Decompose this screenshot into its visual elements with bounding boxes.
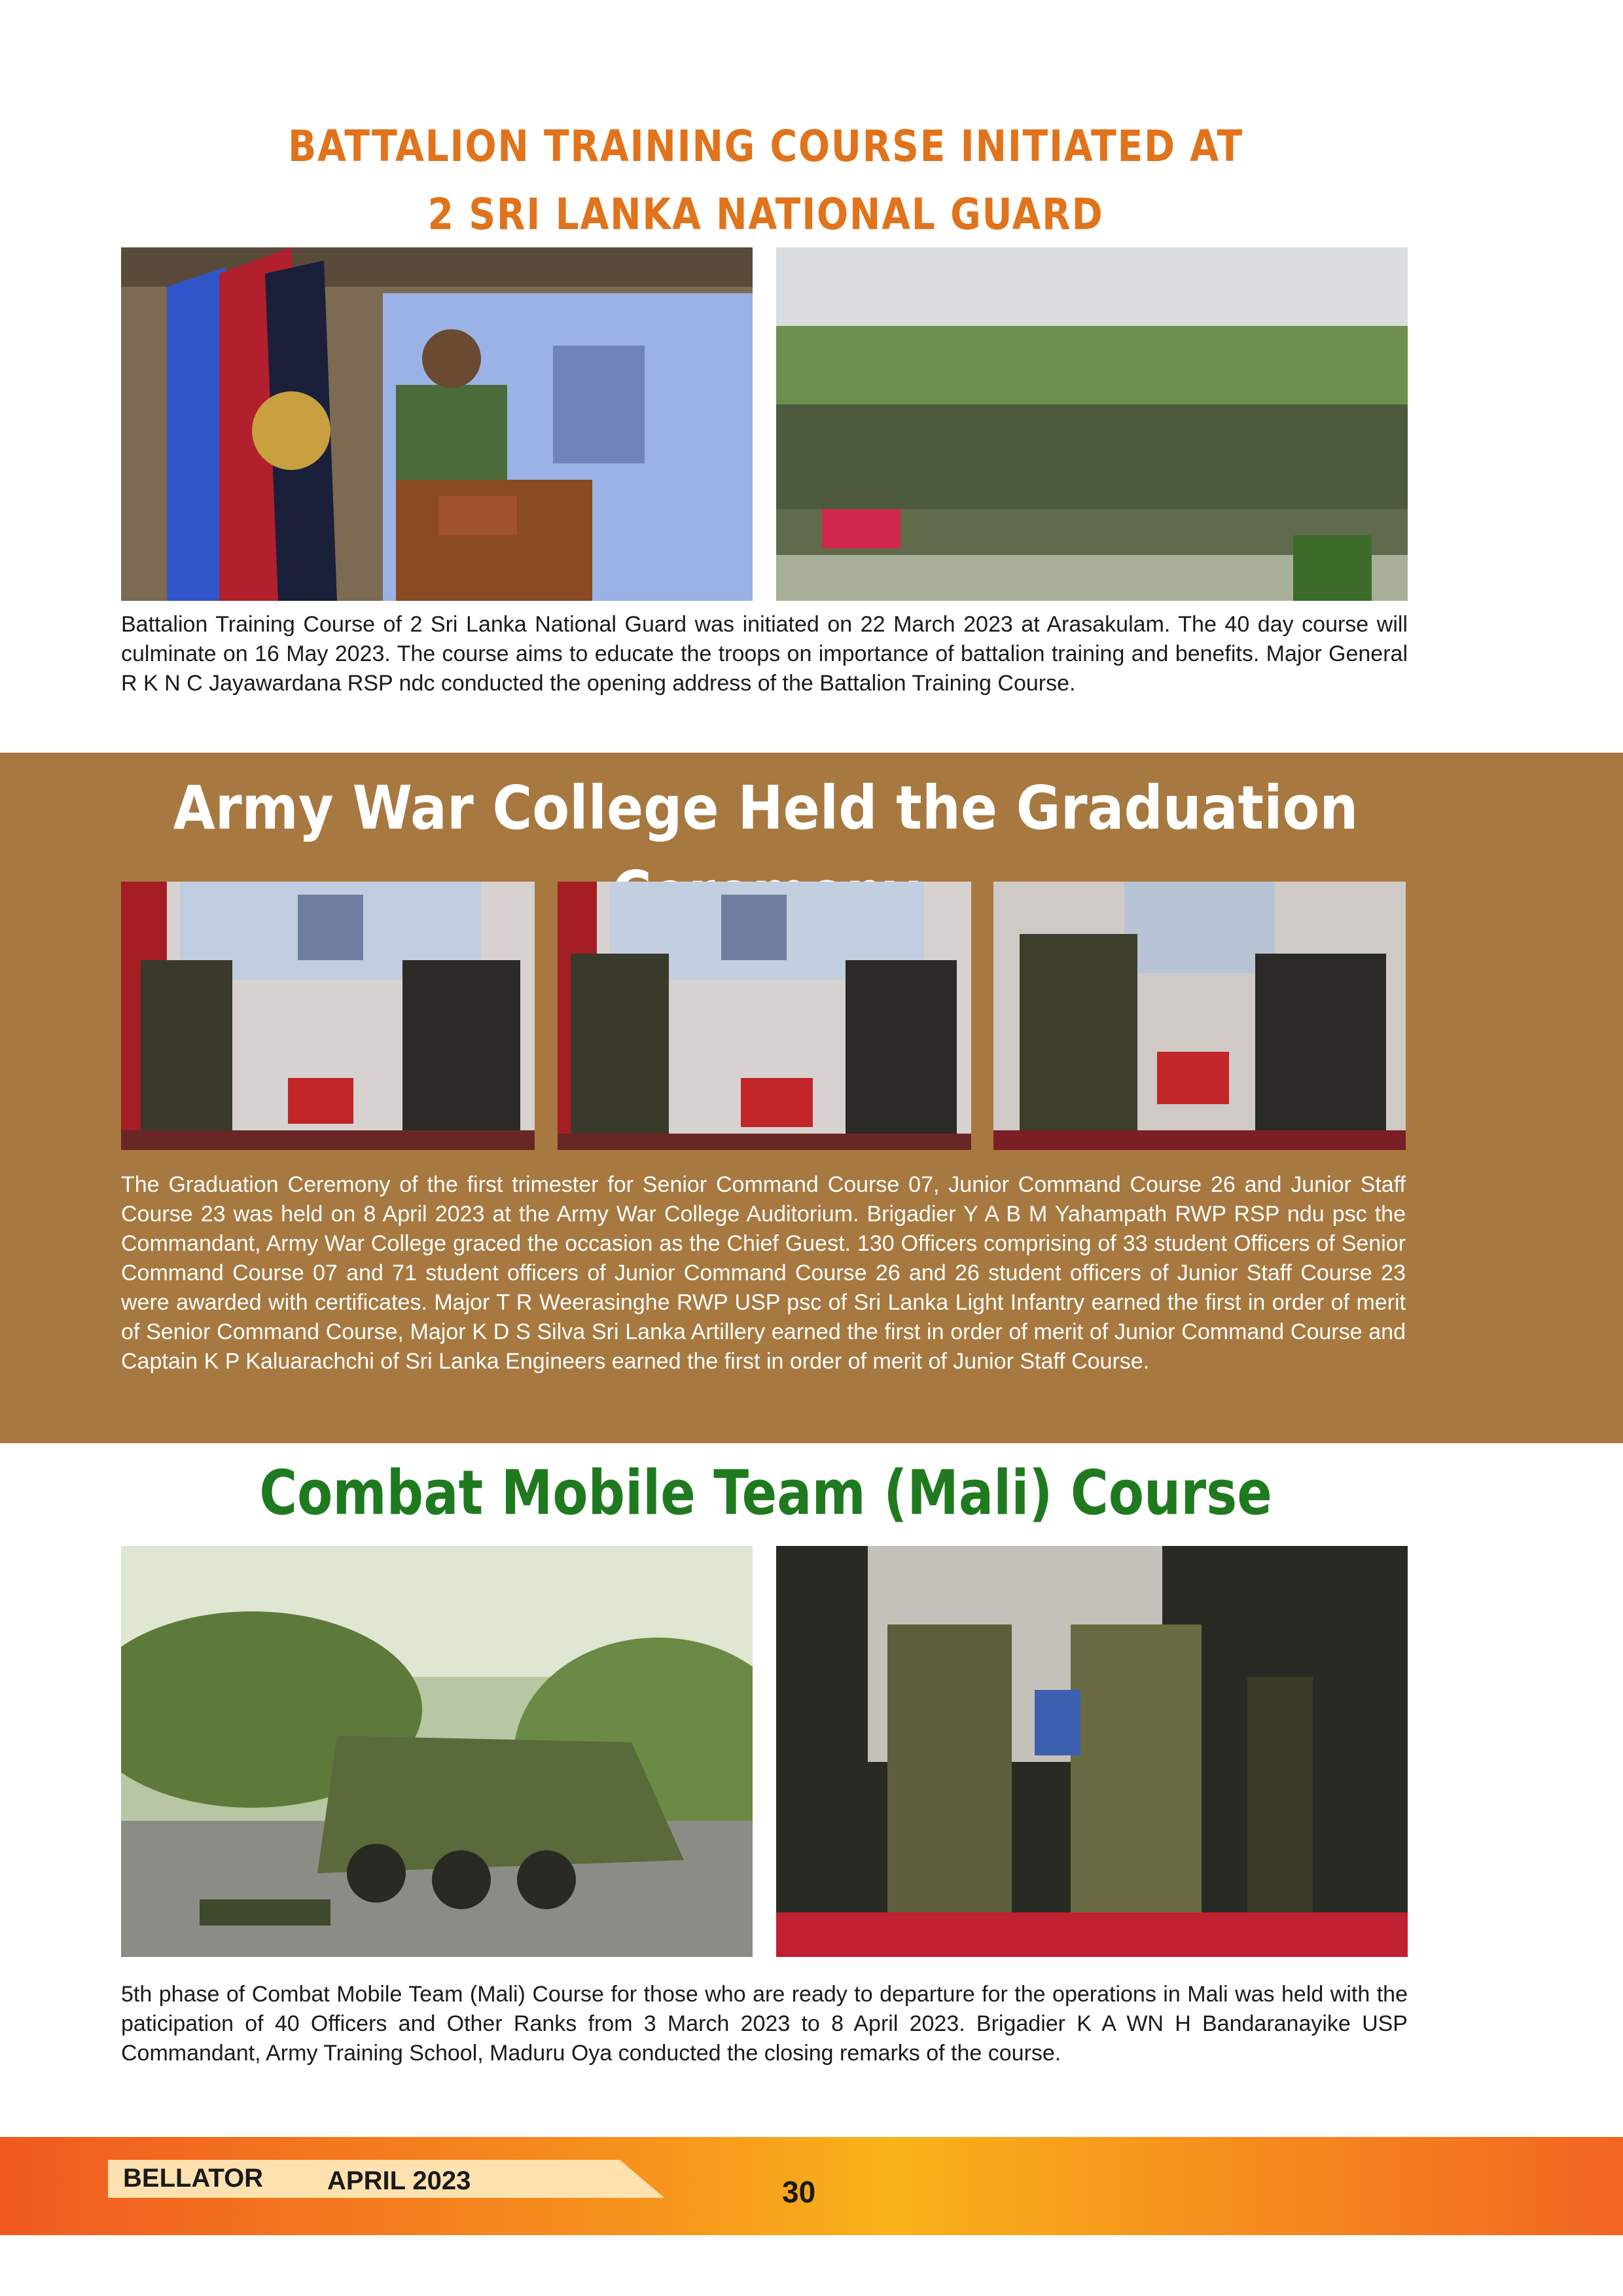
page-number: 30 bbox=[782, 2175, 816, 2209]
photo-certificate-presentation-1 bbox=[121, 882, 535, 1150]
article2-title: Army War College Held the Graduation bbox=[173, 773, 1359, 843]
photo-plaque-presentation bbox=[776, 1546, 1408, 1957]
article2-body: The Graduation Ceremony of the first trimester for Senior Command Course 07, Junior Command Course 26 and Junior Staff Course 23 was held on 8 April 2023 at the Army War College Auditorium. Brigadier Y A B M Yahampath RWP RSP ndu psc the Commandant, Army War College graced the occasion as the Chief Guest. 130 Officers comprising of 33 student Officers of Senior Command Course 07 and 71 student officers of Junior Command Course 26 and 26 student officers of Junior Staff Course 23 were awarded with certificates. Major T R Weerasinghe RWP USP psc of Sri Lanka Light Infantry earned the first in order of merit of Senior Command Course, Major K D S Silva Sri Lanka Artillery earned the first in order of merit of Junior Command Course and Captain K P Kaluarachchi of Sri Lanka Engineers earned the first in order of merit of Junior Staff Course. bbox=[121, 1172, 1406, 1374]
footer-magazine-name: BELLATOR bbox=[123, 2164, 264, 2193]
article1-body: Battalion Training Course of 2 Sri Lanka National Guard was initiated on 22 March 2023 at Arasakulam. The 40 day course will culminate on 16 May 2023. The course aims to educate the troops on importance of battalion training and benefits. Major General R K N C Jayawardana RSP ndc conducted the opening address of the Battalion Training Course. bbox=[121, 612, 1408, 696]
photo-certificate-presentation-3 bbox=[993, 882, 1406, 1150]
photo-podium-speech bbox=[121, 247, 753, 601]
article3-title: Combat Mobile Team (Mali) Course bbox=[259, 1458, 1272, 1529]
article1-title-line2: 2 SRI LANKA NATIONAL GUARD bbox=[427, 189, 1104, 240]
photo-troops-audience bbox=[776, 247, 1408, 601]
photo-armored-vehicle-drill bbox=[121, 1546, 753, 1957]
article3-body: 5th phase of Combat Mobile Team (Mali) Course for those who are ready to departure for the operations in Mali was held with the paticipation of 40 Officers and Other Ranks from 3 March 2023 to 8 April 2023. Brigadier K A WN H Bandaranayike USP Commandant, Army Training School, Maduru Oya conducted the closing remarks of the course. bbox=[121, 1982, 1408, 2066]
photo-certificate-presentation-2 bbox=[558, 882, 971, 1150]
article1-title-line1: BATTALION TRAINING COURSE INITIATED AT bbox=[288, 121, 1243, 171]
footer-issue-date: APRIL 2023 bbox=[327, 2166, 471, 2195]
